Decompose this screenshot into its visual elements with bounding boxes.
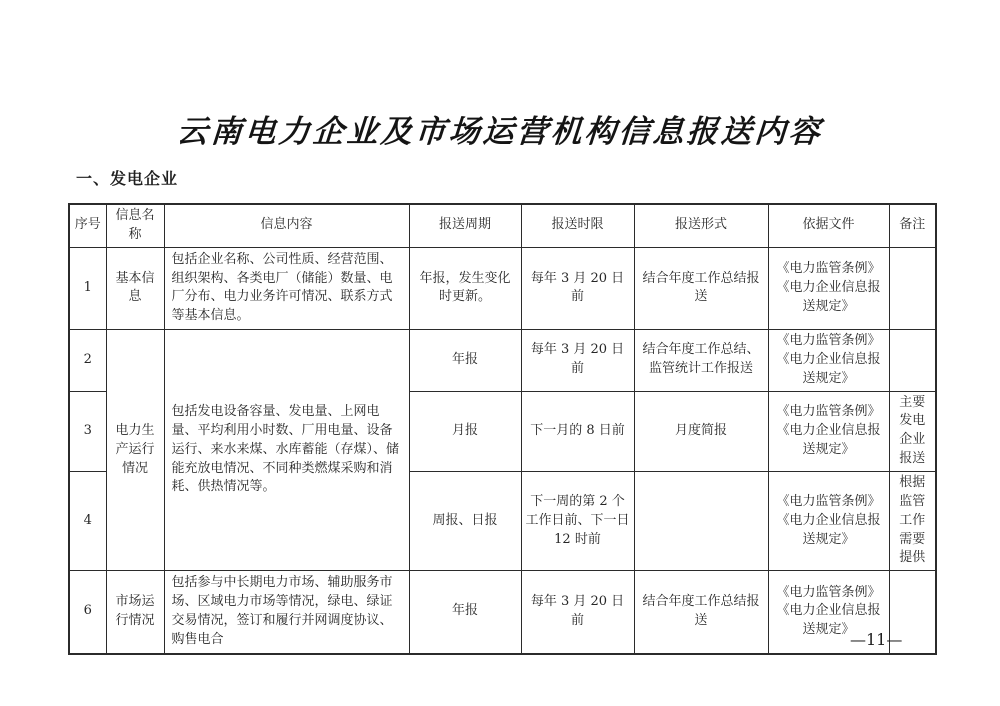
cell-info-content: 包括参与中长期电力市场、辅助服务市场、区域电力市场等情况，绿电、绿证交易情况，签订和履行并网调度协议、购售电合 [164, 571, 409, 654]
cell-form: 结合年度工作总结报送 [634, 247, 768, 329]
table-row-2 [69, 330, 936, 392]
cell-seq: 3 [69, 391, 106, 471]
cell-deadline: 每年 3 月 20 日前 [521, 330, 634, 392]
cell-form: 结合年度工作总结、监管统计工作报送 [634, 330, 768, 392]
cell-form [634, 471, 768, 570]
cell-info-name: 电力生产运行情况 [106, 330, 164, 571]
col-header-note: 备注 [889, 204, 936, 247]
cell-deadline: 每年 3 月 20 日前 [521, 247, 634, 329]
table-row-1 [69, 247, 936, 329]
cell-basis: 《电力监管条例》《电力企业信息报送规定》 [768, 391, 889, 471]
cell-basis: 《电力监管条例》《电力企业信息报送规定》 [768, 330, 889, 392]
report-table [68, 203, 937, 655]
cell-basis: 《电力监管条例》《电力企业信息报送规定》 [768, 571, 889, 654]
cell-cycle: 年报 [409, 571, 521, 654]
cell-basis: 《电力监管条例》《电力企业信息报送规定》 [768, 247, 889, 329]
cell-seq: 6 [69, 571, 106, 654]
col-header-form: 报送形式 [634, 204, 768, 247]
col-header-deadline: 报送时限 [521, 204, 634, 247]
cell-seq: 1 [69, 247, 106, 329]
col-header-basis: 依据文件 [768, 204, 889, 247]
cell-seq: 4 [69, 471, 106, 570]
cell-form: 结合年度工作总结报送 [634, 571, 768, 654]
cell-seq: 2 [69, 330, 106, 392]
cell-note [889, 247, 936, 329]
cell-cycle: 月报 [409, 391, 521, 471]
cell-note [889, 330, 936, 392]
cell-basis: 《电力监管条例》《电力企业信息报送规定》 [768, 471, 889, 570]
page-title: 云南电力企业及市场运营机构信息报送内容 [175, 114, 825, 150]
cell-form: 月度简报 [634, 391, 768, 471]
cell-note: 主要发电企业报送 [889, 391, 936, 471]
col-header-content: 信息内容 [164, 204, 409, 247]
table-row-6 [69, 571, 936, 654]
cell-info-content: 包括发电设备容量、发电量、上网电量、平均利用小时数、厂用电量、设备运行、来水来煤、水库蓄能（存煤）、储能充放电情况、不同种类燃煤采购和消耗、供热情况等。 [164, 330, 409, 571]
table-header-row [69, 204, 936, 247]
section-heading: 一、发电企业 [76, 171, 179, 188]
cell-deadline: 每年 3 月 20 日前 [521, 571, 634, 654]
col-header-seq: 序号 [69, 204, 106, 247]
page-number: —11— [850, 630, 903, 649]
cell-info-name: 市场运行情况 [106, 571, 164, 654]
cell-cycle: 周报、日报 [409, 471, 521, 570]
col-header-cycle: 报送周期 [409, 204, 521, 247]
cell-cycle: 年报 [409, 330, 521, 392]
cell-info-content: 包括企业名称、公司性质、经营范围、组织架构、各类电厂（储能）数量、电厂分布、电力业务许可情况、联系方式等基本信息。 [164, 247, 409, 329]
cell-info-name: 基本信息 [106, 247, 164, 329]
cell-deadline: 下一月的 8 日前 [521, 391, 634, 471]
cell-cycle: 年报，发生变化时更新。 [409, 247, 521, 329]
cell-note: 根据监管工作需要提供 [889, 471, 936, 570]
cell-deadline: 下一周的第 2 个工作日前、下一日 12 时前 [521, 471, 634, 570]
col-header-name: 信息名称 [106, 204, 164, 247]
